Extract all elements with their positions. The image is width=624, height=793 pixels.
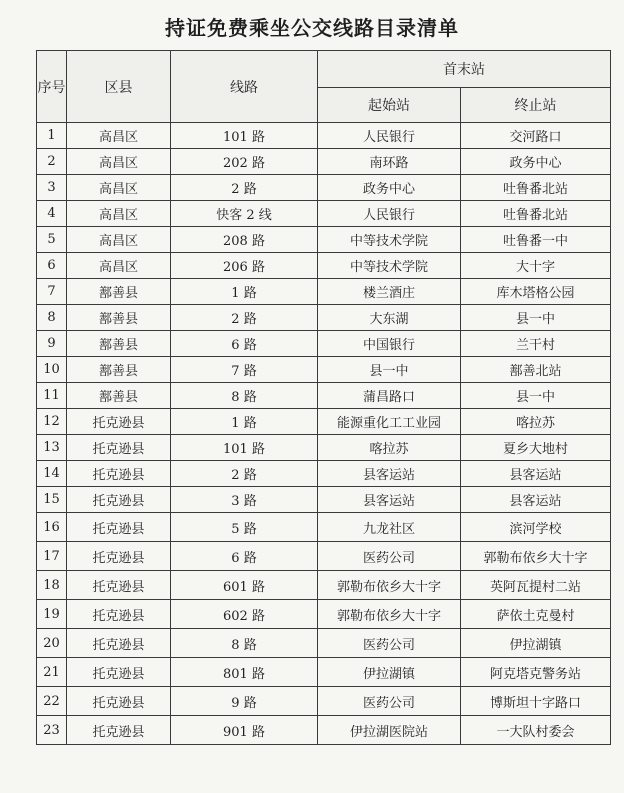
cell-district: 高昌区 bbox=[67, 123, 171, 149]
table-body bbox=[37, 123, 611, 745]
table-row bbox=[37, 629, 611, 658]
cell-start: 中国银行 bbox=[318, 331, 461, 357]
cell-district: 托克逊县 bbox=[67, 435, 171, 461]
table-row bbox=[37, 658, 611, 687]
cell-start: 喀拉苏 bbox=[318, 435, 461, 461]
cell-end: 鄯善北站 bbox=[461, 357, 611, 383]
cell-district: 托克逊县 bbox=[67, 409, 171, 435]
cell-route: 快客 2 线 bbox=[171, 201, 318, 227]
table-row bbox=[37, 227, 611, 253]
cell-end: 阿克塔克警务站 bbox=[461, 658, 611, 687]
table-row bbox=[37, 435, 611, 461]
cell-start: 医药公司 bbox=[318, 629, 461, 658]
cell-no: 5 bbox=[37, 227, 67, 253]
cell-end: 一大队村委会 bbox=[461, 716, 611, 745]
cell-route: 2 路 bbox=[171, 175, 318, 201]
cell-route: 101 路 bbox=[171, 123, 318, 149]
cell-start: 南环路 bbox=[318, 149, 461, 175]
table-row bbox=[37, 305, 611, 331]
cell-route: 101 路 bbox=[171, 435, 318, 461]
document-title: 持证免费乘坐公交线路目录清单 bbox=[165, 16, 459, 40]
cell-route: 601 路 bbox=[171, 571, 318, 600]
cell-end: 县一中 bbox=[461, 305, 611, 331]
cell-route: 8 路 bbox=[171, 629, 318, 658]
header-start: 起始站 bbox=[318, 88, 461, 123]
cell-start: 九龙社区 bbox=[318, 513, 461, 542]
cell-start: 郭勒布依乡大十字 bbox=[318, 600, 461, 629]
cell-no: 22 bbox=[37, 687, 67, 716]
cell-district: 托克逊县 bbox=[67, 629, 171, 658]
table-row bbox=[37, 123, 611, 149]
cell-start: 中等技术学院 bbox=[318, 253, 461, 279]
table-row bbox=[37, 542, 611, 571]
table-row bbox=[37, 513, 611, 542]
cell-start: 人民银行 bbox=[318, 123, 461, 149]
cell-end: 吐鲁番北站 bbox=[461, 201, 611, 227]
cell-end: 喀拉苏 bbox=[461, 409, 611, 435]
cell-no: 2 bbox=[37, 149, 67, 175]
cell-start: 县一中 bbox=[318, 357, 461, 383]
cell-district: 高昌区 bbox=[67, 175, 171, 201]
table-row bbox=[37, 357, 611, 383]
table-row bbox=[37, 383, 611, 409]
cell-end: 县客运站 bbox=[461, 487, 611, 513]
cell-route: 3 路 bbox=[171, 487, 318, 513]
cell-district: 高昌区 bbox=[67, 227, 171, 253]
cell-end: 交河路口 bbox=[461, 123, 611, 149]
table-row bbox=[37, 487, 611, 513]
cell-district: 托克逊县 bbox=[67, 658, 171, 687]
cell-district: 鄯善县 bbox=[67, 383, 171, 409]
cell-no: 20 bbox=[37, 629, 67, 658]
cell-route: 1 路 bbox=[171, 409, 318, 435]
table-row bbox=[37, 279, 611, 305]
cell-district: 托克逊县 bbox=[67, 542, 171, 571]
cell-end: 库木塔格公园 bbox=[461, 279, 611, 305]
cell-start: 楼兰酒庄 bbox=[318, 279, 461, 305]
cell-no: 23 bbox=[37, 716, 67, 745]
cell-end: 兰干村 bbox=[461, 331, 611, 357]
route-table bbox=[36, 50, 611, 745]
cell-start: 县客运站 bbox=[318, 461, 461, 487]
cell-no: 17 bbox=[37, 542, 67, 571]
table-row bbox=[37, 461, 611, 487]
cell-no: 19 bbox=[37, 600, 67, 629]
cell-district: 高昌区 bbox=[67, 201, 171, 227]
cell-district: 鄯善县 bbox=[67, 331, 171, 357]
cell-district: 鄯善县 bbox=[67, 305, 171, 331]
cell-no: 14 bbox=[37, 461, 67, 487]
cell-end: 县一中 bbox=[461, 383, 611, 409]
cell-district: 托克逊县 bbox=[67, 571, 171, 600]
cell-no: 10 bbox=[37, 357, 67, 383]
cell-route: 8 路 bbox=[171, 383, 318, 409]
cell-start: 政务中心 bbox=[318, 175, 461, 201]
cell-no: 21 bbox=[37, 658, 67, 687]
cell-district: 托克逊县 bbox=[67, 461, 171, 487]
table-row bbox=[37, 331, 611, 357]
cell-no: 1 bbox=[37, 123, 67, 149]
cell-end: 博斯坦十字路口 bbox=[461, 687, 611, 716]
cell-route: 2 路 bbox=[171, 461, 318, 487]
cell-start: 中等技术学院 bbox=[318, 227, 461, 253]
cell-end: 滨河学校 bbox=[461, 513, 611, 542]
cell-no: 16 bbox=[37, 513, 67, 542]
cell-start: 能源重化工工业园 bbox=[318, 409, 461, 435]
cell-district: 托克逊县 bbox=[67, 600, 171, 629]
cell-district: 高昌区 bbox=[67, 149, 171, 175]
table-row bbox=[37, 716, 611, 745]
cell-route: 208 路 bbox=[171, 227, 318, 253]
cell-start: 大东湖 bbox=[318, 305, 461, 331]
cell-no: 3 bbox=[37, 175, 67, 201]
cell-no: 8 bbox=[37, 305, 67, 331]
cell-district: 托克逊县 bbox=[67, 513, 171, 542]
header-terminals: 首末站 bbox=[318, 51, 611, 88]
cell-route: 6 路 bbox=[171, 331, 318, 357]
cell-start: 人民银行 bbox=[318, 201, 461, 227]
cell-route: 206 路 bbox=[171, 253, 318, 279]
cell-end: 大十字 bbox=[461, 253, 611, 279]
cell-end: 英阿瓦提村二站 bbox=[461, 571, 611, 600]
cell-district: 托克逊县 bbox=[67, 716, 171, 745]
header-no: 序号 bbox=[37, 51, 67, 123]
cell-route: 9 路 bbox=[171, 687, 318, 716]
cell-no: 6 bbox=[37, 253, 67, 279]
header-route: 线路 bbox=[171, 51, 318, 123]
cell-district: 托克逊县 bbox=[67, 687, 171, 716]
cell-route: 602 路 bbox=[171, 600, 318, 629]
cell-start: 县客运站 bbox=[318, 487, 461, 513]
cell-no: 9 bbox=[37, 331, 67, 357]
table-row bbox=[37, 201, 611, 227]
cell-no: 15 bbox=[37, 487, 67, 513]
table-row bbox=[37, 253, 611, 279]
cell-end: 吐鲁番一中 bbox=[461, 227, 611, 253]
cell-end: 政务中心 bbox=[461, 149, 611, 175]
table-row bbox=[37, 571, 611, 600]
cell-route: 1 路 bbox=[171, 279, 318, 305]
header-end: 终止站 bbox=[461, 88, 611, 123]
cell-district: 鄯善县 bbox=[67, 279, 171, 305]
cell-start: 医药公司 bbox=[318, 542, 461, 571]
cell-route: 5 路 bbox=[171, 513, 318, 542]
cell-end: 县客运站 bbox=[461, 461, 611, 487]
header-district: 区县 bbox=[67, 51, 171, 123]
table-row bbox=[37, 600, 611, 629]
cell-no: 11 bbox=[37, 383, 67, 409]
cell-end: 伊拉湖镇 bbox=[461, 629, 611, 658]
cell-route: 202 路 bbox=[171, 149, 318, 175]
table-row bbox=[37, 175, 611, 201]
cell-route: 2 路 bbox=[171, 305, 318, 331]
cell-end: 郭勒布依乡大十字 bbox=[461, 542, 611, 571]
cell-end: 萨依土克曼村 bbox=[461, 600, 611, 629]
cell-start: 伊拉湖医院站 bbox=[318, 716, 461, 745]
cell-route: 901 路 bbox=[171, 716, 318, 745]
table-row bbox=[37, 149, 611, 175]
cell-district: 高昌区 bbox=[67, 253, 171, 279]
table-row bbox=[37, 409, 611, 435]
cell-route: 801 路 bbox=[171, 658, 318, 687]
cell-route: 7 路 bbox=[171, 357, 318, 383]
cell-district: 托克逊县 bbox=[67, 487, 171, 513]
cell-route: 6 路 bbox=[171, 542, 318, 571]
cell-no: 13 bbox=[37, 435, 67, 461]
cell-start: 医药公司 bbox=[318, 687, 461, 716]
cell-end: 吐鲁番北站 bbox=[461, 175, 611, 201]
table-row bbox=[37, 687, 611, 716]
cell-start: 伊拉湖镇 bbox=[318, 658, 461, 687]
cell-no: 7 bbox=[37, 279, 67, 305]
cell-end: 夏乡大地村 bbox=[461, 435, 611, 461]
cell-start: 郭勒布依乡大十字 bbox=[318, 571, 461, 600]
cell-start: 蒲昌路口 bbox=[318, 383, 461, 409]
cell-no: 12 bbox=[37, 409, 67, 435]
cell-district: 鄯善县 bbox=[67, 357, 171, 383]
cell-no: 4 bbox=[37, 201, 67, 227]
cell-no: 18 bbox=[37, 571, 67, 600]
